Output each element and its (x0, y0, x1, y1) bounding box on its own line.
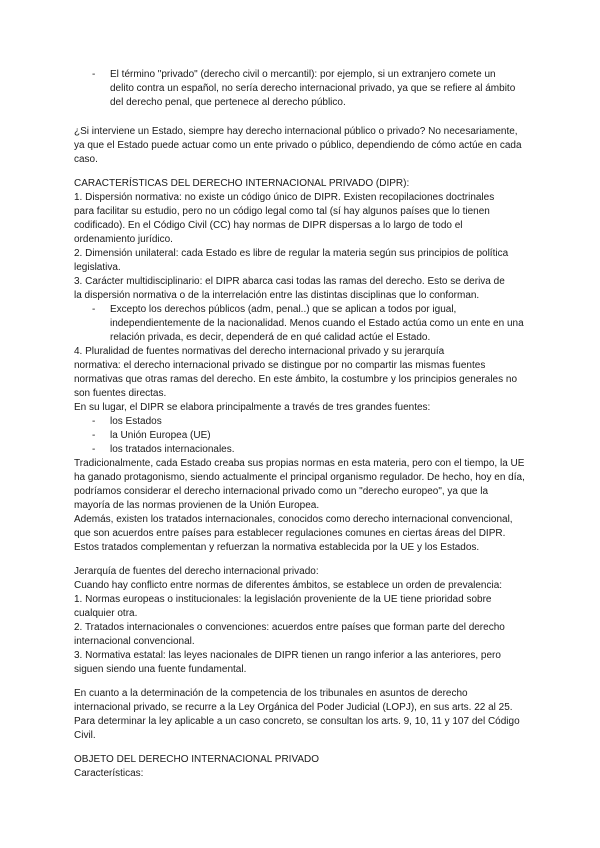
text-line: Para determinar la ley aplicable a un caso concreto, se consultan los arts. 9, 10, 11 y 107 del Código (74, 716, 520, 727)
text-line: cualquier otra. (74, 608, 138, 619)
text-line: OBJETO DEL DERECHO INTERNACIONAL PRIVADO (74, 754, 320, 765)
text-line: CARACTERÍSTICAS DEL DERECHO INTERNACIONAL PRIVADO (DIPR): (74, 178, 410, 189)
text-line: mayoría de las normas provienen de la Unión Europea. (74, 500, 320, 511)
text-line: 2. Dimensión unilateral: cada Estado es libre de regular la materia según sus principios de política (74, 248, 509, 259)
text-line: los tratados internacionales. (110, 444, 235, 455)
bullet-dash: - (92, 416, 96, 427)
text-line: 1. Normas europeas o institucionales: la legislación proveniente de la UE tiene prioridad sobre (74, 594, 492, 605)
text-line: ha ganado protagonismo, siendo actualmente el principal organismo regulador. De hecho, hoy en día, (74, 472, 525, 483)
text-line: los Estados (110, 416, 162, 427)
text-line: Características: (74, 768, 144, 779)
text-line: podríamos considerar el derecho internacional privado como un "derecho europeo", ya que la (74, 486, 489, 497)
text-line: para facilitar su estudio, pero no un código legal como tal (sí hay algunos países que lo tienen (74, 206, 490, 217)
text-line: codificado). En el Código Civil (CC) hay normas de DIPR dispersas a lo largo de todo el (74, 220, 463, 231)
bullet-dash: - (92, 444, 96, 455)
text-line: 3. Normativa estatal: las leyes nacionales de DIPR tienen un rango inferior a las anteriores, pero (74, 650, 501, 661)
text-line: son fuentes directas. (74, 388, 167, 399)
text-line: Jerarquía de fuentes del derecho internacional privado: (74, 566, 319, 577)
text-line: 1. Dispersión normativa: no existe un código único de DIPR. Existen recopilaciones doctrinales (74, 192, 495, 203)
text-line: internacional privado, se recurre a la Ley Orgánica del Poder Judicial (LOPJ), en sus arts. 22 al 25. (74, 702, 513, 713)
text-line: siguen siendo una fuente fundamental. (74, 664, 247, 675)
text-line: 4. Pluralidad de fuentes normativas del derecho internacional privado y su jerarquía (74, 346, 445, 357)
text-line: Tradicionalmente, cada Estado creaba sus propias normas en esta materia, pero con el tiempo, la UE (74, 458, 525, 469)
text-line: 3. Carácter multidisciplinario: el DIPR abarca casi todas las ramas del derecho. Esto se deriva de (74, 276, 505, 287)
text-line: 2. Tratados internacionales o convenciones: acuerdos entre países que forman parte del derecho (74, 622, 505, 633)
text-line: caso. (74, 154, 98, 165)
text-line: ordenamiento jurídico. (74, 234, 173, 245)
text-line: El término "privado" (derecho civil o mercantil): por ejemplo, si un extranjero comete un (110, 69, 496, 80)
text-line: normativa: el derecho internacional privado se distingue por no compartir las mismas fuentes (74, 360, 486, 371)
text-line: legislativa. (74, 262, 121, 273)
text-line: ya que el Estado puede actuar como un ente privado o público, dependiendo de cómo actúe en cada (74, 140, 522, 151)
text-line: la Unión Europea (UE) (110, 430, 211, 441)
text-line: Además, existen los tratados internacionales, conocidos como derecho internacional convencional, (74, 514, 513, 525)
text-line: la dispersión normativa o de la interrelación entre las distintas disciplinas que lo conforman. (74, 290, 480, 301)
text-line: En cuanto a la determinación de la competencia de los tribunales en asuntos de derecho (74, 688, 468, 699)
text-line: internacional convencional. (74, 636, 195, 647)
bullet-dash: - (92, 304, 96, 315)
text-line: Civil. (74, 730, 96, 741)
text-line: Excepto los derechos públicos (adm, penal..) que se aplican a todos por igual, (110, 304, 457, 315)
text-line: Cuando hay conflicto entre normas de diferentes ámbitos, se establece un orden de prevalencia: (74, 580, 503, 591)
text-line: relación privada, es decir, dependerá de en qué calidad actúe el Estado. (110, 332, 431, 343)
text-line: que son acuerdos entre países para establecer regulaciones comunes en ciertas áreas del DIPR. (74, 528, 506, 539)
bullet-dash: - (92, 69, 96, 80)
text-line: normativas que otras ramas del derecho. En este ámbito, la costumbre y los principios generales no (74, 374, 518, 385)
text-line: independientemente de la nacionalidad. Menos cuando el Estado actúa como un ente en una (110, 318, 524, 329)
text-line: En su lugar, el DIPR se elabora principalmente a través de tres grandes fuentes: (74, 402, 431, 413)
text-line: delito contra un español, no sería derecho internacional privado, ya que se refiere al ámbito (110, 83, 516, 94)
text-line: Estos tratados complementan y refuerzan la normativa establecida por la UE y los Estados. (74, 542, 480, 553)
text-line: del derecho penal, que pertenece al derecho público. (110, 97, 346, 108)
text-line: ¿Si interviene un Estado, siempre hay derecho internacional público o privado? No necesariamente, (74, 126, 518, 137)
bullet-dash: - (92, 430, 96, 441)
